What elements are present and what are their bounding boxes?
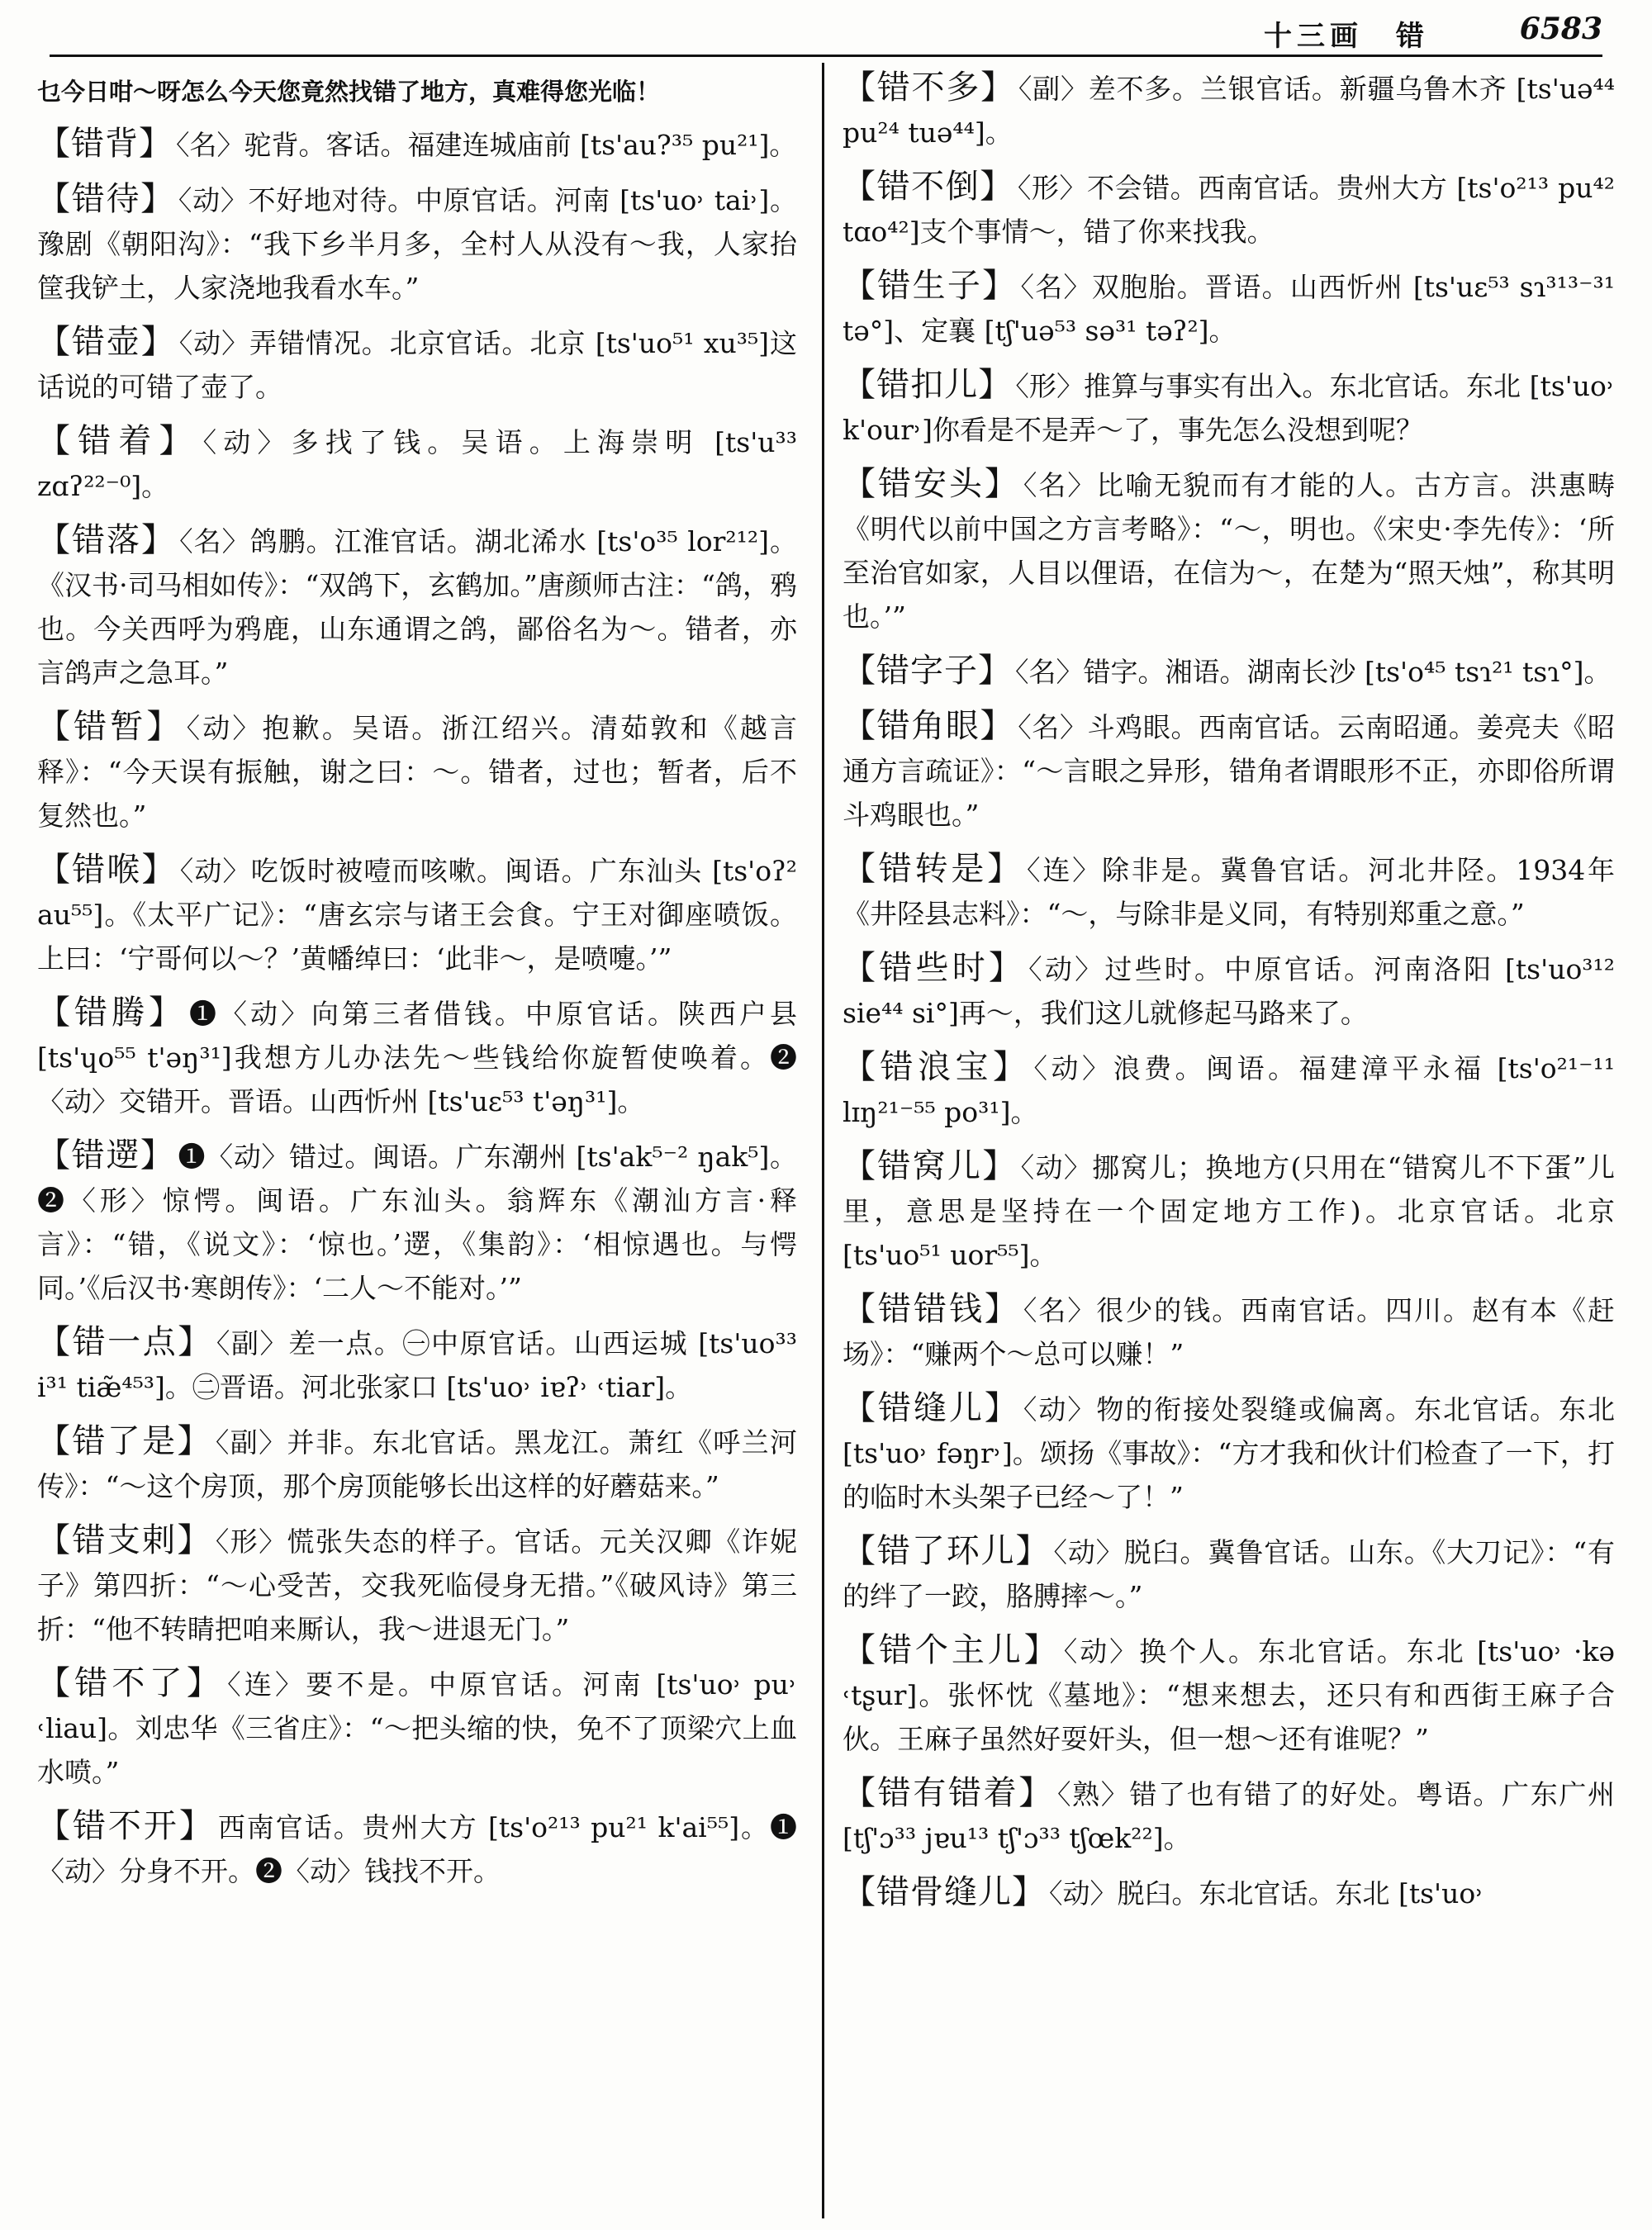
entry-headword: 【错暂】: [37, 708, 183, 746]
entry-definition: 〈动〉抱歉。吴语。浙江绍兴。清茹敦和《越言释》：“今天误有振触，谢之曰：～。错者，过也；暂者，后不复然也。”: [37, 712, 797, 832]
dictionary-entry: [843, 264, 1615, 353]
entry-definition: 〈名〉双胞胎。晋语。山西忻州 [ts'uɛ⁵³ sɿ³¹³⁻³¹ tə°]、定襄 [tʃ'uə⁵³ sə³¹ təʔ²]。: [843, 271, 1615, 347]
entry-definition: 〈动〉换个人。东北官话。东北 [ts'uo˒ ·kə ˓tʂur]。张怀忱《墓地》：“想来想去，还只有和西街王麻子合伙。王麻子虽然好耍奸头，但一想～还有谁呢？”: [843, 1635, 1615, 1755]
entry-definition: 〈动〉吃饭时被噎而咳嗽。闽语。广东汕头 [ts'oʔ² au⁵⁵]。《太平广记》：“唐玄宗与诸王会食。宁王对御座喷饭。上曰：‘宁哥何以～？’黄幡绰曰：‘此非～，是喷嚏。’”: [37, 855, 797, 975]
dictionary-entry: [37, 705, 797, 837]
dictionary-entry: [37, 320, 797, 409]
entry-definition: 西南官话。贵州大方 [ts'o²¹³ pu²¹ k'ai⁵⁵]。❶〈动〉分身不开。❷〈动〉钱找不开。: [37, 1811, 797, 1887]
entry-definition: 〈动〉脱臼。冀鲁官话。山东。《大刀记》：“有的绊了一跤，胳膊摔～。”: [843, 1536, 1615, 1612]
dictionary-entry: [37, 519, 797, 695]
dictionary-entry: [843, 1145, 1615, 1277]
entry-headword: 【错个主儿】: [843, 1631, 1061, 1669]
entry-definition: 〈名〉斗鸡眼。西南官话。云南昭通。姜亮夫《昭通方言疏证》：“～言眼之异形，错角者谓眼形不正，亦即俗所谓斗鸡眼也。”: [843, 711, 1615, 831]
entry-headword: 【错浪宝】: [843, 1048, 1031, 1086]
entry-headword: 【错生子】: [843, 267, 1018, 305]
entry-headword: 【错安头】: [843, 465, 1020, 503]
entry-definition: 〈动〉弄错情况。北京官话。北京 [ts'uo⁵¹ xu³⁵]这话说的可错了壶了。: [37, 327, 797, 403]
entry-headword: 【错了是】: [37, 1422, 212, 1460]
entry-headword: 【错角眼】: [843, 707, 1015, 745]
dictionary-entry: [843, 363, 1615, 452]
entry-definition: 〈形〉推算与事实有出入。东北官话。东北 [ts'uo˒ k'our˒]你看是不是弄～了，事先怎么没想到呢？: [843, 370, 1615, 446]
entry-headword: 【错字子】: [843, 652, 1012, 690]
right-entry-list: [843, 66, 1615, 1915]
dictionary-entry: [843, 947, 1615, 1035]
entry-definition: 〈动〉过些时。中原官话。河南洛阳 [ts'uo³¹² sie⁴⁴ si°]再～，我们这儿就修起马路来了。: [843, 953, 1615, 1029]
dictionary-entry: [37, 420, 797, 508]
dictionary-entry: [843, 649, 1615, 694]
entry-definition: 〈副〉差不多。兰银官话。新疆乌鲁木齐 [ts'uə⁴⁴ pu²⁴ tuə⁴⁴]。: [843, 73, 1615, 149]
entry-definition: 〈动〉多找了钱。吴语。上海崇明 [ts'u³³ zɑʔ²²⁻⁰]。: [37, 426, 797, 502]
dictionary-entry: [37, 178, 797, 310]
entry-headword: 【错不开】: [37, 1807, 215, 1845]
entry-headword: 【错落】: [37, 521, 177, 559]
dictionary-entry: [843, 1046, 1615, 1134]
entry-headword: 【错缝儿】: [843, 1389, 1020, 1427]
entry-definition: 〈名〉很少的钱。西南官话。四川。赵有本《赶场》：“赚两个～总可以赚！”: [843, 1294, 1615, 1370]
section-label: 十三画 错: [1264, 20, 1429, 53]
right-column: [843, 66, 1615, 2222]
dictionary-entry: [843, 1288, 1615, 1376]
entry-headword: 【错遻】: [37, 1136, 175, 1174]
dictionary-entry: [37, 1662, 797, 1794]
dictionary-entry: [37, 1805, 797, 1893]
dictionary-entry: [37, 1519, 797, 1651]
entry-definition: 〈动〉物的衔接处裂缝或偏离。东北官话。东北 [ts'uo˒ fəŋr˒]。颂扬《事故》：“方才我和伙计们检查了一下，打的临时木头架子已经～了！”: [843, 1393, 1615, 1513]
left-entry-list: [37, 122, 797, 1893]
dictionary-entry: [843, 705, 1615, 837]
entry-headword: 【错待】: [37, 180, 175, 218]
entry-definition: ❶〈动〉错过。闽语。广东潮州 [ts'ak⁵⁻² ŋak⁵]。❷〈形〉惊愕。闽语。广东汕头。翁辉东《潮汕方言·释言》：“错，《说文》：‘惊也。’遻，《集韵》：‘相惊遇也。与愕同。’《后汉书·寒朗传》：‘二人～不能对。’”: [37, 1141, 797, 1304]
dictionary-entry: [843, 66, 1615, 154]
entry-definition: 〈连〉要不是。中原官话。河南 [ts'uo˒ pu˒ ˓liau]。刘忠华《三省庄》：“～把头缩的快，免不了顶梁穴上血水喷。”: [37, 1668, 797, 1788]
entry-definition: 〈名〉错字。湘语。湖南长沙 [ts'o⁴⁵ tsɿ²¹ tsɿ°]。: [1015, 656, 1612, 688]
dictionary-entry: [843, 1871, 1615, 1915]
entry-definition: 〈连〉除非是。冀鲁官话。河北井陉。1934年《井陉县志料》：“～，与除非是义同，有特别郑重之意。”: [843, 854, 1615, 930]
dictionary-entry: [843, 463, 1615, 638]
entry-definition: 〈动〉脱臼。东北官话。东北 [ts'uo˒: [1049, 1877, 1484, 1910]
entry-headword: 【错了环儿】: [843, 1532, 1051, 1570]
page-header: [50, 0, 1602, 57]
dictionary-entry: [37, 122, 797, 167]
dictionary-entry: [843, 847, 1615, 936]
entry-definition: 〈名〉驼背。客话。福建连城庙前 [ts'au?³⁵ pu²¹]。: [176, 129, 797, 161]
entry-definition: 〈动〉挪窝儿；换地方(只用在“错窝儿不下蛋”儿里，意思是坚持在一个固定地方工作)。北京官话。北京 [ts'uo⁵¹ uor⁵⁵]。: [843, 1151, 1615, 1271]
entry-headword: 【错不了】: [37, 1664, 225, 1702]
dictionary-entry: [37, 1321, 797, 1409]
entry-definition: 〈形〉不会错。西南官话。贵州大方 [ts'o²¹³ pu⁴² tɑo⁴²]支个事情～，错了你来找我。: [843, 172, 1615, 248]
entry-definition: 〈副〉并非。东北官话。黑龙江。萧红《呼兰河传》：“～这个房顶，那个房顶能够长出这样的好蘑菇来。”: [37, 1426, 797, 1502]
dictionary-entry: [843, 165, 1615, 254]
dictionary-entry: [843, 1387, 1615, 1519]
entry-definition: 〈动〉浪费。闽语。福建漳平永福 [ts'o²¹⁻¹¹ lɪŋ²¹⁻⁵⁵ po³¹]。: [843, 1052, 1615, 1128]
entry-headword: 【错扣儿】: [843, 366, 1013, 404]
entry-definition: ❶〈动〉向第三者借钱。中原官话。陕西户县 [ts'ɥo⁵⁵ t'əŋ³¹]我想方儿办法先～些钱给你旋暂使唤着。❷〈动〉交错开。晋语。山西忻州 [ts'uɛ⁵³ t'əŋ³¹]。: [37, 998, 797, 1117]
entry-definition: 〈名〉鸽鹏。江淮官话。湖北浠水 [ts'o³⁵ lor²¹²]。《汉书·司马相如传》：“双鸽下，玄鹤加。”唐颜师古注：“鸽，鸦也。今关西呼为鸦鹿，山东通谓之鸽，鄙俗名为～。错者，亦言鸽声之急耳。”: [37, 525, 797, 689]
continuation-text: 乜今日咁～呀怎么今天您竟然找错了地方，真难得您光临！: [37, 78, 661, 106]
entry-headword: 【错支剌】: [37, 1521, 212, 1559]
entry-headword: 【错错钱】: [843, 1290, 1020, 1328]
entry-definition: 〈熟〉错了也有错了的好处。粤语。广东广州 [tʃ'ɔ³³ jɐu¹³ tʃ'ɔ³³ tʃœk²²]。: [843, 1778, 1615, 1854]
entry-headword: 【错背】: [37, 125, 173, 163]
dictionary-entry: [37, 1420, 797, 1508]
dictionary-entry: [843, 1772, 1615, 1860]
entry-headword: 【错一点】: [37, 1323, 213, 1361]
entry-headword: 【错壶】: [37, 323, 176, 361]
entry-headword: 【错不倒】: [843, 168, 1014, 206]
page-number: 6583: [1519, 12, 1602, 46]
column-divider: [822, 63, 824, 2218]
entry-headword: 【错些时】: [843, 949, 1026, 987]
entry-headword: 【错有错着】: [843, 1774, 1054, 1812]
entry-headword: 【错骨缝儿】: [843, 1873, 1046, 1911]
entry-definition: 〈副〉差一点。㊀中原官话。山西运城 [ts'uo³³ i³¹ tiæ̃⁴⁵³]。㊁晋语。河北张家口 [ts'uo˒ iɐʔ˒ ˓tiar]。: [37, 1327, 797, 1403]
dictionary-entry: [37, 848, 797, 980]
entry-definition: 〈动〉不好地对待。中原官话。河南 [ts'uo˒ tai˒]。豫剧《朝阳沟》：“我下乡半月多，全村人从没有～我，人家抬筐我铲土，人家浇地我看水车。”: [37, 184, 797, 304]
entry-headword: 【错转是】: [843, 850, 1024, 888]
entry-headword: 【错不多】: [843, 69, 1015, 107]
left-column: [37, 66, 797, 2222]
dictionary-entry: [37, 991, 797, 1123]
entry-definition: 〈名〉比喻无貌而有才能的人。古方言。洪惠畴《明代以前中国之方言考略》：“～，明也。《宋史·李先传》：‘所至治官如家，人目以俚语，在信为～，在楚为“照天烛”，称其明也。’”: [843, 469, 1615, 633]
dictionary-entry: [843, 1629, 1615, 1761]
dictionary-entry: [843, 1530, 1615, 1618]
entry-headword: 【错窝儿】: [843, 1147, 1018, 1185]
entry-headword: 【错腾】: [37, 994, 186, 1032]
entry-headword: 【错喉】: [37, 851, 177, 889]
dictionary-entry: [37, 1134, 797, 1310]
entry-definition: 〈形〉慌张失态的样子。官话。元关汉卿《诈妮子》第四折：“～心受苦，交我死临侵身无措。”《破风诗》第三折：“他不转睛把咱来厮认，我～进退无门。”: [37, 1525, 797, 1645]
entry-headword: 【错着】: [37, 422, 200, 460]
